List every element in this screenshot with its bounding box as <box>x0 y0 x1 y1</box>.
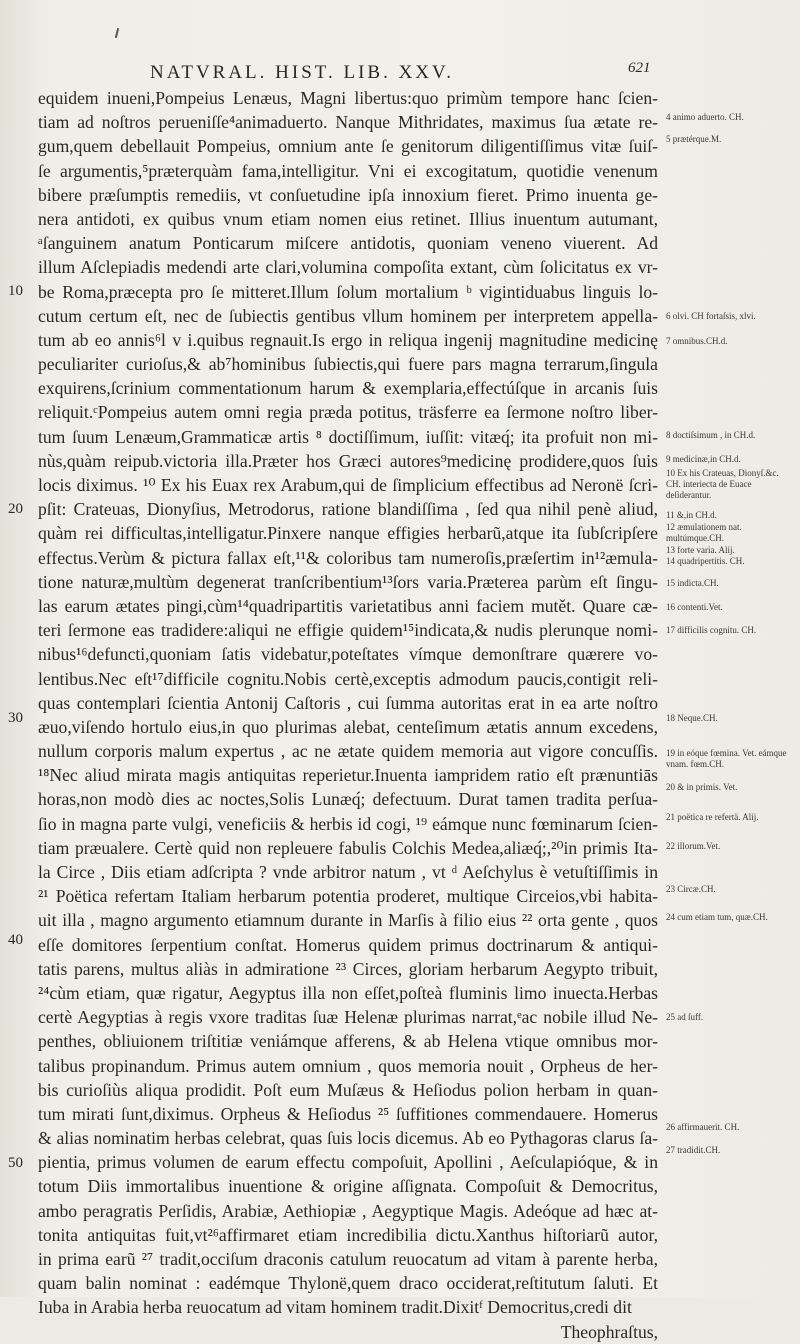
text-line: Iuba in Arabia herba reuocatum ad vitam hominem tradit.Dixitᶠ Democritus,credi dit <box>38 1297 632 1318</box>
margin-note: 9 medicinæ,in CH.d. <box>666 454 741 464</box>
text-line: eſſe domitores ſerpentium conſtat. Homerus quidem primus doctrinarum & antiqui- <box>38 934 658 955</box>
text-line: be Roma,præcepta pro ſe mitteret.Illum ſolum mortalium ᵇ vigintiduabus linguis lo- <box>38 281 658 302</box>
line-number: 30 <box>8 710 23 726</box>
catchword: Theophraſtus, <box>560 1321 658 1342</box>
margin-note: 20 & in primis. Vet. <box>666 782 738 792</box>
text-line: ²⁴cùm etiam, quæ rigatur, Aegyptus illa non eſſet,poſteà fluminis limo inuecta.Herbas <box>38 982 658 1003</box>
margin-note: 26 affirmauerit. CH. <box>666 1122 740 1132</box>
text-line: ſio in magna parte vulgi, veneficiis & herbis id cogi, ¹⁹ eámque nunc fœminarum ſcien- <box>38 813 658 834</box>
text-line: pientia, primus volumen de earum effectu compoſuit, Apollini , Aeſculapióque, & in <box>38 1152 658 1173</box>
margin-note: 22 illorum.Vet. <box>666 841 721 851</box>
margin-note: 14 quadripertitis. CH. <box>666 556 745 566</box>
ink-mark <box>115 28 119 38</box>
text-line: tum mirati ſunt,diximus. Orpheus & Heſiodus ²⁵ ſuffitiones commendauere. Homerus <box>38 1103 658 1124</box>
text-line: talibus propinandum. Primus autem omnium , quos memoria nouit , Orpheus de her- <box>38 1055 658 1076</box>
text-line: ᵃſanguinem anatum Ponticarum miſcere antidotis, quoniam veneno viuerent. Ad <box>38 233 658 254</box>
text-line: effectus.Verùm & pictura fallax eſt,¹¹& coloribus tam numeroſis,præſertim in¹²æmula- <box>38 547 658 568</box>
page-number: 621 <box>628 60 651 76</box>
margin-note: 17 difficilis cognitu. CH. <box>666 625 757 635</box>
text-line: lentibus.Nec eſt¹⁷difficile cognitu.Nobis certè,exceptis admodum paucis,contigit reli- <box>38 668 658 689</box>
margin-note: 21 poëtica re refertä. Alij. <box>666 812 759 822</box>
text-line: tiam præualere. Certè quid non repleuere fabulis Colchis Medea,aliæq́;,²⁰in primis Ita- <box>38 837 658 858</box>
text-line: illum Aſclepiadis medendi arte clari,volumina compoſita extant, cùm ſolicitatus ex vr- <box>38 257 658 278</box>
text-line: pſit: Crateuas, Dionyſius, Metrodorus, ratione blandiſſima , ſed qua nihil penè aliud, <box>38 499 658 520</box>
text-line: æuo,viſendo hortulo eius,in quo plurimas alebat, centeſimum ætatis annum excedens, <box>38 716 658 737</box>
margin-note: 23 Circæ.CH. <box>666 884 716 894</box>
text-line: & alias nominatim herbas celebrat, quas ſuis locis dicemus. Ab eo Pythagoras clarus ſa- <box>38 1128 658 1149</box>
margin-note: 15 indicta.CH. <box>666 578 719 588</box>
text-line: exquirens,ſcrinium commentationum harum & exemplaria,effectúſque in arcanis ſuis <box>38 378 658 399</box>
margin-note: 12 æmulationem nat. multúmque.CH. <box>666 522 742 543</box>
margin-note: 5 prætérque.M. <box>666 134 722 144</box>
text-line: tiam ad noſtros perueniſſe⁴animaduerto. Nanque Mithridates, maximus ſua ætate re- <box>38 112 658 133</box>
margin-note: 19 in eóque fœmina. Vet. eámque vnam. fœm.CH. <box>666 748 787 769</box>
text-line: quas contemplari ſcientia Antonij Caſtoris , cui ſumma autoritas erat in ea arte noſtro <box>38 692 658 713</box>
text-line: quam balin nominat : eadémque Thylonë,quem draco occiderat,reſtitutum ſaluti. Et <box>38 1273 658 1294</box>
text-line: nùs,quàm reipub.victoria illa.Præter hos Græci autores⁹medicinę prodidere,quos ſuis <box>38 450 658 471</box>
margin-note: 25 ad ſuff. <box>666 1012 704 1022</box>
body-text <box>38 86 658 1344</box>
text-line: tum ſuum Lenæum,Grammaticæ artis ⁸ doctiſſimum, iuſſit: vitæq́; ita profuit non mi- <box>38 426 658 447</box>
text-line: ambo peragratis Perſidis, Arabiæ, Aethiopiæ , Aegyptique Magis. Adeóque ad hæc at- <box>38 1200 658 1221</box>
text-line: nibus¹⁶defuncti,quoniam ſatis videbatur,poteſtates vímque demonſtrare quærere vo- <box>38 644 658 665</box>
margin-note: 8 doctiſsimum , in CH.d. <box>666 430 756 440</box>
text-line: horas,non modò dies ac noctes,Solis Lunæq́; defectuum. Durat tamen tradita perſua- <box>38 789 658 810</box>
text-line: quàm rei difficultas,intelligatur.Pinxere nanque effigies herbarũ,atque ita ſubſcripſere <box>38 523 658 544</box>
margin-note: 24 cum etiam tum, quæ.CH. <box>666 912 768 922</box>
text-line: las earum ætates pingi,cùm¹⁴quadripartitis varietatibus anni faciem mutět. Quare cæ- <box>38 595 658 616</box>
line-number: 10 <box>8 283 23 299</box>
text-line: reliquit.ᶜPompeius autem omni regia præda potitus, träsferre ea ſermone noſtro liber- <box>38 402 658 423</box>
text-line: equidem inueni,Pompeius Lenæus, Magni libertus:quo primùm tempore hanc ſcien- <box>38 88 658 108</box>
line-number: 50 <box>8 1155 23 1171</box>
margin-note: 6 olvi. CH fortaſsis, xlvi. <box>666 311 756 321</box>
text-line: locis diximus. ¹⁰ Ex his Euax rex Arabum,qui de ſimplicium effectibus ad Neronë ſcri- <box>38 475 658 495</box>
text-line: tonita antiquitas fuit,vt²⁶affirmaret etiam incredibilia dictu.Xanthus hiſtoriarũ autor, <box>38 1224 658 1245</box>
text-line: tatis parens, multus aliàs in admiratione ²³ Circes, gloriam herbarum Aegypto tribuit, <box>38 958 658 979</box>
text-line: ſe argumentis,⁵præterquàm fama,intelligitur. Vni ei excogitatum, quotidie venenum <box>38 160 658 181</box>
text-line: peculiariter curioſus,& ab⁷hominibus ſubiectis,qui fuere pars magna terrarum,ſingula <box>38 354 658 375</box>
text-line: nera antidoti, ex quibus vnum etiam nomen eius retinet. Illius inuentum autumant, <box>38 208 658 229</box>
text-line: ¹⁸Nec aliud mirata magis antiquitas reperietur.Inuenta iampridem ratio eſt prænuntiās <box>38 765 658 786</box>
margin-note: 4 animo aduerto. CH. <box>666 112 744 122</box>
text-line: cutum certum eſt, nec de ſubiectis gentibus vllum hominem per interpretem appella- <box>38 305 658 326</box>
line-number: 20 <box>8 501 23 517</box>
text-line: uit illa , magno argumento etiamnum durante in Marſis à filio eius ²² orta gente , quos <box>38 910 658 931</box>
margin-note: 11 &,in CH.d. <box>666 510 717 520</box>
text-line: teri ſermone eas tradidere:aliqui ne effigie quidem¹⁵indicata,& nudis plerunque nomi- <box>38 620 658 641</box>
text-line: certè Aegyptias à regis vxore traditas ſuæ Helenæ plurimas narrat,ᵉac nobile illud Ne- <box>38 1007 658 1028</box>
text-line: tione naturæ,multùm degenerat tranſcribentium¹³ſors varia.Præterea parùm eſt ſingu- <box>38 571 658 592</box>
text-line: gum,quem debellauit Pompeius, omnium ante ſe genitorum diligentiſſimus vitæ ſuiſ- <box>38 136 658 157</box>
text-line: nullum corporis malum expertus , ac ne ætate quidem memoria aut vigore concuſſis. <box>38 741 658 762</box>
text-line: ²¹ Poëtica refertam Italiam herbarum potentia proderet, multique Circeios,vbi habita- <box>38 886 658 907</box>
running-head: NATVRAL. HIST. LIB. XXV. <box>150 62 455 83</box>
text-line: la Circe , Diis etiam adſcripta ? vnde arbitror natum , vt ᵈ Aeſchylus è vetuſtiſſimis in <box>38 862 658 882</box>
margin-note: 7 omnibus.CH.d. <box>666 336 728 346</box>
margin-note: 16 contenti.Vet. <box>666 602 723 612</box>
text-line: tum ab eo annis⁶l v i.quibus regnauit.Is ergo in reliqua ingenij magnitudine medicinę <box>38 329 658 350</box>
line-number: 40 <box>8 932 23 948</box>
margin-note: 27 tradidit.CH. <box>666 1145 721 1155</box>
margin-note: 18 Neque.CH. <box>666 713 718 723</box>
text-line: bibere præſumptis remediis, vt conſuetudine ipſa innoxium fieret. Primo inuenta ge- <box>38 184 658 205</box>
text-line: in prima earũ ²⁷ tradit,occiſum draconis catulum reuocatum ad vitam à parente herba, <box>38 1249 658 1269</box>
text-line: penthes, obliuionem triſtitiæ veniámque afferens, & ab Helena vtique omnibus mor- <box>38 1031 658 1052</box>
text-line: bis curioſiùs aliqua prodidit. Poſt eum Muſæus & Heſiodus polion herbam in quan- <box>38 1079 658 1100</box>
text-line: totum Diis immortalibus inuentione & origine aſſignata. Compoſuit & Democritus, <box>38 1176 658 1197</box>
margin-note: 13 forte varia. Alij. <box>666 545 735 555</box>
margin-note: 10 Ex his Crateuas, Dionyſ.&c. CH. interiecta de Euace deſiderantur. <box>666 468 779 500</box>
